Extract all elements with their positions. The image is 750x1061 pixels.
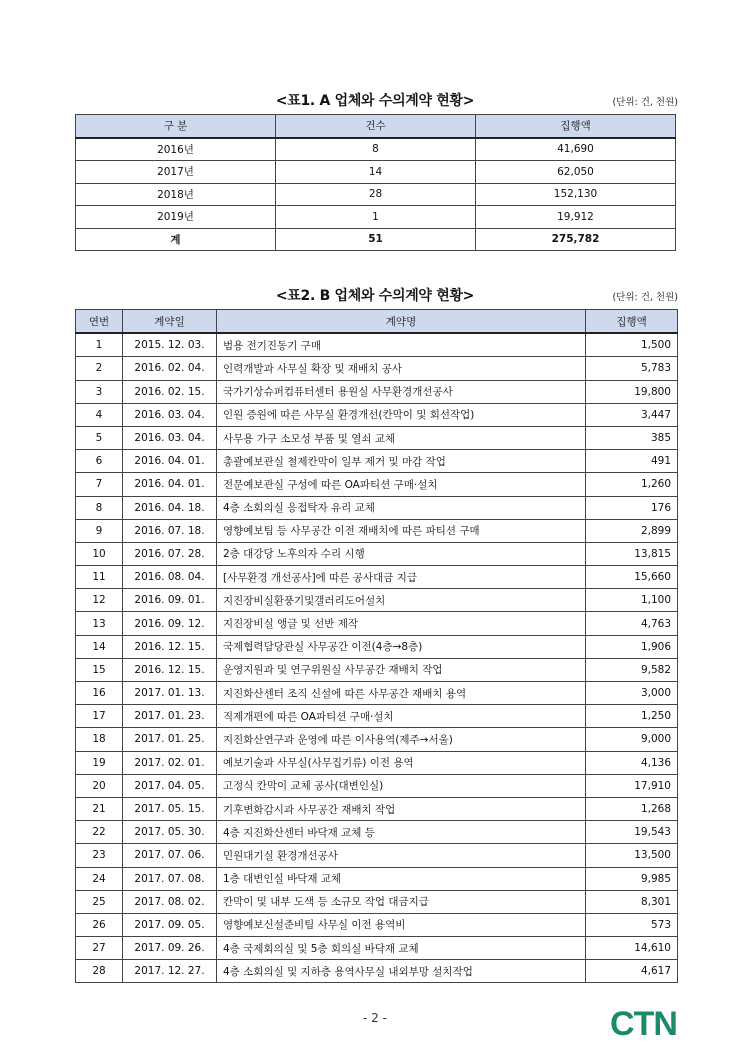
table2-cell-date: 2016. 04. 01. <box>123 473 217 496</box>
table2-cell-no: 8 <box>76 496 123 519</box>
table2-cell-name: 지진장비실 앵글 및 선반 제작 <box>217 612 586 635</box>
table2-cell-no: 14 <box>76 635 123 658</box>
table2-cell-amount: 3,447 <box>586 403 678 426</box>
table2-cell-date: 2017. 12. 27. <box>123 960 217 983</box>
table2-cell-name: 4층 지진화산센터 바닥재 교체 등 <box>217 821 586 844</box>
page-number: - 2 - <box>363 1011 387 1025</box>
table2-cell-date: 2016. 07. 28. <box>123 542 217 565</box>
table1-total-label: 계 <box>76 228 276 251</box>
table2-cell-date: 2017. 01. 13. <box>123 682 217 705</box>
table2-cell-name: 예보기술과 사무실(사무집기류) 이전 용역 <box>217 751 586 774</box>
table2-cell-no: 1 <box>76 333 123 357</box>
table2-cell-no: 27 <box>76 937 123 960</box>
table2-cell-no: 9 <box>76 519 123 542</box>
table-row <box>76 138 676 161</box>
table-row <box>76 682 678 705</box>
table2-cell-amount: 5,783 <box>586 357 678 380</box>
table2-cell-name: 칸막이 및 내부 도색 등 소규모 작업 대금지급 <box>217 890 586 913</box>
table2-cell-amount: 14,610 <box>586 937 678 960</box>
table1-header-count: 건수 <box>276 115 476 138</box>
table2-cell-amount: 19,543 <box>586 821 678 844</box>
table1-cell-category: 2016년 <box>76 138 276 161</box>
table2-cell-no: 12 <box>76 589 123 612</box>
table2-cell-name: 민원대기실 환경개선공사 <box>217 844 586 867</box>
table-row <box>76 635 678 658</box>
table2-cell-amount: 385 <box>586 426 678 449</box>
table2-cell-no: 16 <box>76 682 123 705</box>
table2-cell-name: 인력개발과 사무실 확장 및 재배치 공사 <box>217 357 586 380</box>
table2-cell-no: 7 <box>76 473 123 496</box>
table2-cell-no: 15 <box>76 658 123 681</box>
table1-cell-amount: 41,690 <box>476 138 676 161</box>
table-row <box>76 589 678 612</box>
table2-cell-name: 운영지원과 및 연구위원실 사무공간 재배치 작업 <box>217 658 586 681</box>
table2-cell-name: 총괄예보관실 철제칸막이 일부 제거 및 마감 작업 <box>217 450 586 473</box>
table2-header-date: 계약일 <box>123 310 217 334</box>
table2-header-no: 연번 <box>76 310 123 334</box>
table-row <box>76 357 678 380</box>
table2-cell-name: 고정식 칸막이 교체 공사(대변인실) <box>217 774 586 797</box>
ctn-logo: CTN <box>610 1005 677 1043</box>
table2-cell-no: 19 <box>76 751 123 774</box>
table-row <box>76 844 678 867</box>
table2-cell-amount: 573 <box>586 913 678 936</box>
table2-cell-amount: 1,100 <box>586 589 678 612</box>
table-row <box>76 612 678 635</box>
table-row <box>76 566 678 589</box>
table-row <box>76 403 678 426</box>
table1 <box>75 114 676 251</box>
table-row <box>76 867 678 890</box>
table2-cell-amount: 176 <box>586 496 678 519</box>
table2-cell-name: 직제개편에 따른 OA파티션 구매·설치 <box>217 705 586 728</box>
table2-cell-amount: 3,000 <box>586 682 678 705</box>
table2-cell-date: 2016. 09. 12. <box>123 612 217 635</box>
table2-cell-date: 2017. 09. 26. <box>123 937 217 960</box>
table2-cell-no: 25 <box>76 890 123 913</box>
table2-cell-no: 28 <box>76 960 123 983</box>
table-row <box>76 542 678 565</box>
table-row <box>76 705 678 728</box>
table1-title: <표1. A 업체와 수의계약 현황> <box>275 93 475 109</box>
table2-cell-amount: 1,906 <box>586 635 678 658</box>
table2-cell-name: 영향예보팀 등 사무공간 이전 재배치에 따른 파티션 구매 <box>217 519 586 542</box>
table2-cell-name: 전문예보관실 구성에 따른 OA파티션 구매·설치 <box>217 473 586 496</box>
table2-cell-name: 지진화산센터 조직 신설에 따른 사무공간 재배치 용역 <box>217 682 586 705</box>
table2-cell-amount: 13,500 <box>586 844 678 867</box>
table2-cell-amount: 1,250 <box>586 705 678 728</box>
table2-cell-date: 2016. 02. 15. <box>123 380 217 403</box>
table1-cell-count: 1 <box>276 206 476 229</box>
table2-cell-date: 2016. 02. 04. <box>123 357 217 380</box>
table1-cell-category: 2018년 <box>76 183 276 206</box>
table-row <box>76 913 678 936</box>
table1-unit: (단위: 건, 천원) <box>612 97 678 108</box>
table2-cell-date: 2017. 07. 08. <box>123 867 217 890</box>
table2-cell-amount: 4,617 <box>586 960 678 983</box>
table2-cell-date: 2016. 04. 01. <box>123 450 217 473</box>
table2-cell-name: 국가기상슈퍼컴퓨터센터 용원실 사무환경개선공사 <box>217 380 586 403</box>
table-row <box>76 658 678 681</box>
table2-cell-amount: 19,800 <box>586 380 678 403</box>
table2-cell-name: 4층 소회의실 응접탁자 유리 교체 <box>217 496 586 519</box>
table2-cell-date: 2017. 02. 01. <box>123 751 217 774</box>
table2-cell-no: 6 <box>76 450 123 473</box>
table2-cell-amount: 9,985 <box>586 867 678 890</box>
table2-body <box>76 333 678 983</box>
table1-cell-amount: 62,050 <box>476 161 676 184</box>
table-row <box>76 821 678 844</box>
table-row <box>76 519 678 542</box>
table2-cell-name: 지진화산연구과 운영에 따른 이사용역(제주→서울) <box>217 728 586 751</box>
table2-cell-date: 2017. 05. 15. <box>123 797 217 820</box>
table2-cell-date: 2017. 01. 23. <box>123 705 217 728</box>
table2-cell-no: 13 <box>76 612 123 635</box>
table2-cell-amount: 4,763 <box>586 612 678 635</box>
table1-cell-category: 2019년 <box>76 206 276 229</box>
table2-cell-no: 11 <box>76 566 123 589</box>
table2-cell-amount: 1,268 <box>586 797 678 820</box>
table2-cell-amount: 13,815 <box>586 542 678 565</box>
table1-cell-count: 28 <box>276 183 476 206</box>
table-row <box>76 450 678 473</box>
table2-cell-amount: 8,301 <box>586 890 678 913</box>
table-row <box>76 890 678 913</box>
table2-cell-date: 2017. 04. 05. <box>123 774 217 797</box>
table1-header-category: 구 분 <box>76 115 276 138</box>
table2-header-amount: 집행액 <box>586 310 678 334</box>
table2-cell-amount: 9,000 <box>586 728 678 751</box>
table2-cell-date: 2016. 09. 01. <box>123 589 217 612</box>
table-row <box>76 751 678 774</box>
table-row <box>76 333 678 357</box>
table2-cell-amount: 4,136 <box>586 751 678 774</box>
table1-cell-count: 14 <box>276 161 476 184</box>
table2-cell-name: 4층 소회의실 및 지하층 용역사무실 내외부망 설치작업 <box>217 960 586 983</box>
table2 <box>75 309 678 983</box>
table2-cell-name: 인원 증원에 따른 사무실 환경개선(칸막이 및 회선작업) <box>217 403 586 426</box>
table2-cell-no: 10 <box>76 542 123 565</box>
table2-cell-no: 3 <box>76 380 123 403</box>
table2-cell-amount: 17,910 <box>586 774 678 797</box>
table-row <box>76 206 676 229</box>
table2-cell-name: 1층 대변인실 바닥재 교체 <box>217 867 586 890</box>
table1-header-amount: 집행액 <box>476 115 676 138</box>
table1-total-count: 51 <box>276 228 476 251</box>
table2-cell-no: 23 <box>76 844 123 867</box>
table-row <box>76 496 678 519</box>
table-row <box>76 426 678 449</box>
table2-cell-name: 범용 전기진동기 구매 <box>217 333 586 357</box>
table2-header-name: 계약명 <box>217 310 586 334</box>
table1-cell-amount: 152,130 <box>476 183 676 206</box>
table2-cell-no: 4 <box>76 403 123 426</box>
table2-cell-name: 4층 국제회의실 및 5층 회의실 바닥재 교체 <box>217 937 586 960</box>
table2-cell-no: 22 <box>76 821 123 844</box>
table2-cell-date: 2015. 12. 03. <box>123 333 217 357</box>
table-row <box>76 960 678 983</box>
table-row <box>76 797 678 820</box>
table2-cell-no: 24 <box>76 867 123 890</box>
table1-cell-category: 2017년 <box>76 161 276 184</box>
table2-cell-amount: 2,899 <box>586 519 678 542</box>
table2-cell-date: 2017. 08. 02. <box>123 890 217 913</box>
table2-title: <표2. B 업체와 수의계약 현황> <box>275 288 475 304</box>
table2-cell-date: 2016. 08. 04. <box>123 566 217 589</box>
table2-cell-no: 17 <box>76 705 123 728</box>
table2-cell-no: 20 <box>76 774 123 797</box>
table2-cell-no: 5 <box>76 426 123 449</box>
table2-cell-date: 2017. 09. 05. <box>123 913 217 936</box>
table2-cell-name: 지진장비실환풍기및갤러리도어설치 <box>217 589 586 612</box>
table2-cell-amount: 15,660 <box>586 566 678 589</box>
table2-cell-date: 2016. 07. 18. <box>123 519 217 542</box>
table1-body <box>76 138 676 229</box>
table2-cell-date: 2016. 03. 04. <box>123 426 217 449</box>
table-row <box>76 161 676 184</box>
table2-cell-amount: 491 <box>586 450 678 473</box>
table2-cell-no: 21 <box>76 797 123 820</box>
table2-cell-no: 18 <box>76 728 123 751</box>
table2-cell-name: 영향예보신설준비팀 사무실 이전 용역비 <box>217 913 586 936</box>
table2-cell-name: 기후변화감시과 사무공간 재배치 작업 <box>217 797 586 820</box>
table2-cell-date: 2017. 01. 25. <box>123 728 217 751</box>
table-row <box>76 937 678 960</box>
table-row <box>76 728 678 751</box>
table2-cell-no: 2 <box>76 357 123 380</box>
table2-cell-name: 2층 대강당 노후의자 수리 시행 <box>217 542 586 565</box>
table-row <box>76 774 678 797</box>
table2-cell-date: 2016. 03. 04. <box>123 403 217 426</box>
table2-cell-date: 2017. 05. 30. <box>123 821 217 844</box>
table2-cell-name: [사무환경 개선공사]에 따른 공사대금 지급 <box>217 566 586 589</box>
table1-total-row <box>76 228 676 251</box>
table-row <box>76 473 678 496</box>
table2-cell-amount: 1,500 <box>586 333 678 357</box>
table2-cell-amount: 1,260 <box>586 473 678 496</box>
table1-total-amount: 275,782 <box>476 228 676 251</box>
table2-cell-no: 26 <box>76 913 123 936</box>
table2-cell-name: 국제협력담당관실 사무공간 이전(4층→8층) <box>217 635 586 658</box>
table-row <box>76 183 676 206</box>
table1-cell-amount: 19,912 <box>476 206 676 229</box>
table2-cell-date: 2016. 04. 18. <box>123 496 217 519</box>
table1-cell-count: 8 <box>276 138 476 161</box>
table-row <box>76 380 678 403</box>
table2-cell-date: 2016. 12. 15. <box>123 635 217 658</box>
table2-unit: (단위: 건, 천원) <box>612 292 678 303</box>
table2-cell-date: 2017. 07. 06. <box>123 844 217 867</box>
table2-cell-amount: 9,582 <box>586 658 678 681</box>
table2-cell-date: 2016. 12. 15. <box>123 658 217 681</box>
table2-cell-name: 사무용 가구 소모성 부품 및 열쇠 교체 <box>217 426 586 449</box>
